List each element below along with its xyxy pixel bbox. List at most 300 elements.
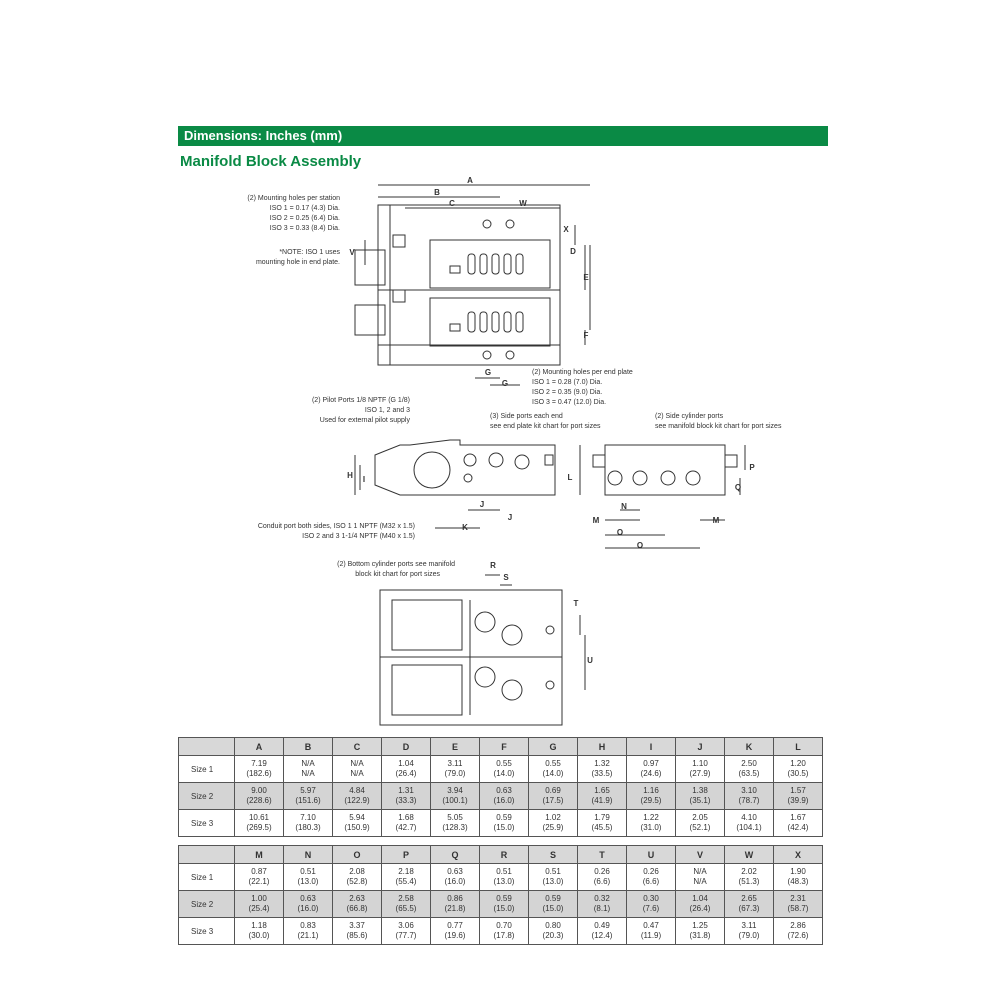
table-cell (382, 918, 431, 945)
table-cell (235, 918, 284, 945)
column-header: J (676, 738, 725, 756)
dim-h: H (347, 471, 353, 480)
table-cell (431, 783, 480, 810)
value-mm: (104.1) (736, 823, 762, 832)
value-inches: 1.65 (594, 786, 610, 795)
value-inches: 2.50 (741, 759, 757, 768)
note-mounting-station-2: ISO 1 = 0.17 (4.3) Dia. (269, 205, 340, 212)
value-inches: 1.18 (251, 921, 267, 930)
table-cell (431, 810, 480, 837)
value-mm: (13.0) (493, 877, 515, 886)
dim-u: U (587, 656, 593, 665)
value-mm: (180.3) (295, 823, 321, 832)
dim-x: X (563, 225, 569, 234)
value-inches: 0.32 (594, 894, 610, 903)
value-inches: 0.70 (496, 921, 512, 930)
value-inches: 2.31 (790, 894, 806, 903)
table-cell (578, 783, 627, 810)
column-header: X (774, 846, 823, 864)
value-mm: (25.4) (248, 904, 270, 913)
value-inches: 0.26 (643, 867, 659, 876)
table-row (179, 864, 823, 891)
note-pilot-2: ISO 1, 2 and 3 (364, 407, 410, 414)
row-label: Size 2 (179, 891, 235, 918)
dim-w: W (519, 199, 527, 208)
value-mm: (41.9) (591, 796, 613, 805)
table-cell (284, 918, 333, 945)
dim-s: S (503, 573, 509, 582)
table-row (179, 891, 823, 918)
note-mounting-end-1: (2) Mounting holes per end plate (532, 369, 633, 376)
value-inches: 1.10 (692, 759, 708, 768)
column-header: R (480, 846, 529, 864)
side-view-drawing (355, 440, 580, 528)
note-mounting-end-2: ISO 1 = 0.28 (7.0) Dia. (532, 379, 603, 386)
dim-v: V (349, 248, 355, 257)
table-cell (578, 756, 627, 783)
value-mm: (128.3) (442, 823, 468, 832)
column-header: U (627, 846, 676, 864)
dim-t: T (573, 599, 579, 608)
table-cell (725, 810, 774, 837)
value-inches: 1.67 (790, 813, 806, 822)
value-inches: 0.49 (594, 921, 610, 930)
dim-j-1: J (479, 500, 485, 509)
note-mounting-end-4: ISO 3 = 0.47 (12.0) Dia. (532, 399, 607, 406)
value-mm: (63.5) (738, 769, 760, 778)
value-inches: 1.68 (398, 813, 414, 822)
table-cell (431, 756, 480, 783)
value-mm: (77.7) (395, 931, 417, 940)
table-cell (676, 783, 725, 810)
value-mm: (151.6) (295, 796, 321, 805)
value-inches: 1.20 (790, 759, 806, 768)
note-conduit-2: ISO 2 and 3 1-1/4 NPTF (M40 x 1.5) (302, 533, 415, 540)
dim-q: Q (734, 483, 742, 492)
table-cell (382, 891, 431, 918)
table-cell (774, 810, 823, 837)
value-inches: 1.90 (790, 867, 806, 876)
value-inches: 3.11 (447, 759, 463, 768)
table-cell (333, 810, 382, 837)
value-inches: N/A (693, 867, 707, 876)
note-mounting-station-1: (2) Mounting holes per station (247, 195, 340, 202)
table-cell (578, 918, 627, 945)
value-inches: 4.10 (741, 813, 757, 822)
dim-b: B (434, 188, 440, 197)
dim-c: C (449, 199, 455, 208)
dim-j-2: J (507, 513, 513, 522)
end-view-drawing (593, 445, 745, 548)
note-bottom-2: block kit chart for port sizes (355, 571, 440, 578)
value-inches: 0.69 (545, 786, 561, 795)
table-cell (676, 756, 725, 783)
table-cell (333, 918, 382, 945)
table-cell (431, 891, 480, 918)
note-side-cyl-1: (2) Side cylinder ports (655, 413, 724, 420)
table-cell (529, 864, 578, 891)
value-inches: 0.59 (496, 894, 512, 903)
table-cell (774, 918, 823, 945)
value-mm: (79.0) (444, 769, 466, 778)
dim-g-2: G (501, 379, 509, 388)
table-cell (774, 891, 823, 918)
value-inches: 0.30 (643, 894, 659, 903)
note-mounting-station-3: ISO 2 = 0.25 (6.4) Dia. (269, 215, 340, 222)
value-mm: (72.6) (787, 931, 809, 940)
value-mm: (65.5) (395, 904, 417, 913)
column-header: M (235, 846, 284, 864)
value-mm: (78.7) (738, 796, 760, 805)
value-inches: 2.86 (790, 921, 806, 930)
value-mm: (39.9) (787, 796, 809, 805)
table-cell (578, 891, 627, 918)
value-inches: 5.97 (300, 786, 316, 795)
value-inches: 0.55 (496, 759, 512, 768)
table-row (179, 918, 823, 945)
value-inches: 2.58 (398, 894, 414, 903)
dim-e: E (583, 273, 589, 282)
value-inches: 0.59 (496, 813, 512, 822)
dim-k: K (462, 523, 468, 532)
note-conduit-1: Conduit port both sides, ISO 1 1 NPTF (M32 x 1.5) (257, 523, 415, 530)
column-header: A (235, 738, 284, 756)
value-mm: (25.9) (542, 823, 564, 832)
table-cell (529, 783, 578, 810)
column-header: L (774, 738, 823, 756)
value-inches: 9.00 (251, 786, 267, 795)
table-cell (431, 864, 480, 891)
table-cell (774, 783, 823, 810)
value-inches: N/A (350, 759, 364, 768)
value-inches: 0.51 (496, 867, 512, 876)
value-mm: (55.4) (395, 877, 417, 886)
value-mm: (67.3) (738, 904, 760, 913)
table-cell (235, 756, 284, 783)
column-header: W (725, 846, 774, 864)
table-cell (284, 891, 333, 918)
value-inches: 2.05 (692, 813, 708, 822)
table-cell (627, 756, 676, 783)
value-mm: (13.0) (542, 877, 564, 886)
value-mm: (52.1) (689, 823, 711, 832)
value-inches: 1.31 (398, 786, 414, 795)
row-label: Size 1 (179, 756, 235, 783)
value-mm: (14.0) (542, 769, 564, 778)
note-mounting-end-3: ISO 2 = 0.35 (9.0) Dia. (532, 389, 603, 396)
dim-r: R (490, 561, 496, 570)
table-cell (578, 864, 627, 891)
value-inches: 3.11 (741, 921, 757, 930)
value-inches: 0.47 (643, 921, 659, 930)
dim-n: N (621, 502, 627, 511)
note-mounting-station-4: ISO 3 = 0.33 (8.4) Dia. (269, 225, 340, 232)
note-iso1-1: *NOTE: ISO 1 uses (279, 249, 340, 256)
column-header: D (382, 738, 431, 756)
value-inches: 10.61 (248, 813, 270, 822)
table-cell (529, 891, 578, 918)
value-mm: (42.7) (395, 823, 417, 832)
column-header: I (627, 738, 676, 756)
dim-o-1: O (616, 528, 624, 537)
value-inches: 0.63 (447, 867, 463, 876)
value-mm: (33.5) (591, 769, 613, 778)
table-cell (382, 783, 431, 810)
value-mm: (15.0) (493, 904, 515, 913)
column-header: G (529, 738, 578, 756)
dim-l: L (567, 473, 573, 482)
value-mm: N/A (350, 769, 364, 778)
table-cell (382, 756, 431, 783)
value-inches: 5.05 (447, 813, 463, 822)
table-cell (235, 864, 284, 891)
table-cell (529, 810, 578, 837)
value-mm: (13.0) (297, 877, 319, 886)
table-cell (627, 810, 676, 837)
table-corner (179, 846, 235, 864)
table-cell (235, 783, 284, 810)
note-bottom-1: (2) Bottom cylinder ports see manifold (337, 561, 455, 568)
page-subtitle: Manifold Block Assembly (180, 153, 362, 170)
table-cell (578, 810, 627, 837)
value-inches: 0.26 (594, 867, 610, 876)
value-mm: (66.8) (346, 904, 368, 913)
dim-i: I (362, 475, 366, 484)
table-cell (725, 783, 774, 810)
value-inches: 4.84 (349, 786, 365, 795)
value-inches: 0.63 (300, 894, 316, 903)
dim-a: A (467, 176, 473, 185)
value-inches: 5.94 (349, 813, 365, 822)
value-inches: 0.86 (447, 894, 463, 903)
value-mm: (27.9) (689, 769, 711, 778)
table-cell (676, 891, 725, 918)
dim-g-1: G (484, 368, 492, 377)
table-cell (431, 918, 480, 945)
value-mm: (6.6) (642, 877, 660, 886)
value-mm: (11.9) (640, 931, 662, 940)
value-mm: (29.5) (640, 796, 662, 805)
value-inches: 3.94 (447, 786, 463, 795)
value-inches: 1.16 (643, 786, 659, 795)
value-mm: (16.0) (493, 796, 515, 805)
value-mm: (269.5) (246, 823, 272, 832)
value-mm: (19.6) (444, 931, 466, 940)
bottom-view-drawing (380, 575, 585, 725)
table-cell (284, 810, 333, 837)
row-label: Size 2 (179, 783, 235, 810)
callout-notes-right (490, 369, 782, 430)
value-inches: 2.63 (349, 894, 365, 903)
value-inches: 0.77 (447, 921, 463, 930)
column-header: Q (431, 846, 480, 864)
value-mm: (16.0) (444, 877, 466, 886)
dim-o-2: O (636, 541, 644, 550)
column-header: H (578, 738, 627, 756)
column-header: N (284, 846, 333, 864)
column-header: T (578, 846, 627, 864)
value-inches: 3.06 (398, 921, 414, 930)
value-mm: (85.6) (346, 931, 368, 940)
value-mm: (15.0) (542, 904, 564, 913)
value-mm: (14.0) (493, 769, 515, 778)
table-corner (179, 738, 235, 756)
note-side-ports-1: (3) Side ports each end (490, 413, 563, 420)
column-header: C (333, 738, 382, 756)
table-row (179, 756, 823, 783)
table-row (179, 810, 823, 837)
column-header: P (382, 846, 431, 864)
note-pilot-1: (2) Pilot Ports 1/8 NPTF (G 1/8) (311, 397, 410, 404)
value-inches: 7.19 (251, 759, 267, 768)
table-cell (774, 756, 823, 783)
value-inches: 1.02 (545, 813, 561, 822)
table-cell (480, 756, 529, 783)
value-mm: (48.3) (787, 877, 809, 886)
dimensions-table-a-l (178, 737, 823, 837)
table-cell (480, 783, 529, 810)
column-header: S (529, 846, 578, 864)
value-inches: 2.02 (741, 867, 757, 876)
table-cell (725, 864, 774, 891)
value-inches: 1.57 (790, 786, 806, 795)
table-cell (382, 864, 431, 891)
dim-p: P (749, 463, 755, 472)
top-view-drawing (355, 185, 590, 385)
column-header: E (431, 738, 480, 756)
dim-d: D (570, 247, 576, 256)
value-mm: (26.4) (689, 904, 711, 913)
value-inches: 1.79 (594, 813, 610, 822)
note-side-cyl-2: see manifold block kit chart for port sizes (655, 423, 782, 430)
column-header: O (333, 846, 382, 864)
value-mm: N/A (693, 877, 707, 886)
value-mm: (20.3) (542, 931, 564, 940)
row-label: Size 1 (179, 864, 235, 891)
value-inches: 7.10 (300, 813, 316, 822)
value-mm: (58.7) (787, 904, 809, 913)
value-inches: 0.63 (496, 786, 512, 795)
value-mm: (122.9) (344, 796, 370, 805)
value-mm: (26.4) (395, 769, 417, 778)
note-iso1-2: mounting hole in end plate. (255, 259, 340, 266)
table-cell (676, 810, 725, 837)
value-mm: (21.8) (444, 904, 466, 913)
value-inches: 2.08 (349, 867, 365, 876)
value-mm: (79.0) (738, 931, 760, 940)
table-cell (284, 783, 333, 810)
value-inches: 0.51 (300, 867, 316, 876)
value-mm: (182.6) (246, 769, 272, 778)
section-header: Dimensions: Inches (mm) (178, 126, 828, 146)
table-cell (480, 891, 529, 918)
table-cell (480, 864, 529, 891)
table-cell (333, 891, 382, 918)
table-cell (333, 783, 382, 810)
value-mm: (30.5) (787, 769, 809, 778)
table-cell (235, 891, 284, 918)
table-cell (382, 810, 431, 837)
value-mm: (42.4) (787, 823, 809, 832)
value-mm: (21.1) (297, 931, 319, 940)
table-cell (480, 918, 529, 945)
table-cell (725, 756, 774, 783)
value-mm: (30.0) (248, 931, 270, 940)
table-cell (333, 756, 382, 783)
table-cell (676, 864, 725, 891)
value-mm: (24.6) (640, 769, 662, 778)
value-mm: N/A (301, 769, 315, 778)
dim-m-1: M (592, 516, 600, 525)
dimensions-table-m-x (178, 845, 823, 945)
table-cell (676, 918, 725, 945)
table-cell (333, 864, 382, 891)
value-mm: (22.1) (248, 877, 270, 886)
note-side-ports-2: see end plate kit chart for port sizes (490, 423, 601, 430)
table-cell (627, 891, 676, 918)
value-mm: (31.8) (689, 931, 711, 940)
table-cell (627, 864, 676, 891)
value-mm: (6.6) (593, 877, 611, 886)
table-cell (529, 756, 578, 783)
value-mm: (12.4) (591, 931, 613, 940)
value-inches: 0.80 (545, 921, 561, 930)
column-header: K (725, 738, 774, 756)
row-label: Size 3 (179, 810, 235, 837)
table-cell (529, 918, 578, 945)
value-inches: 2.18 (398, 867, 414, 876)
table-cell (627, 918, 676, 945)
value-inches: 3.10 (741, 786, 757, 795)
value-inches: 0.51 (545, 867, 561, 876)
value-mm: (228.6) (246, 796, 272, 805)
value-inches: 0.83 (300, 921, 316, 930)
value-inches: 2.65 (741, 894, 757, 903)
value-inches: 1.04 (398, 759, 414, 768)
row-label: Size 3 (179, 918, 235, 945)
value-mm: (17.5) (542, 796, 564, 805)
dim-m-2: M (712, 516, 720, 525)
value-mm: (100.1) (442, 796, 468, 805)
table-cell (235, 810, 284, 837)
value-inches: 1.00 (251, 894, 267, 903)
value-mm: (33.3) (395, 796, 417, 805)
value-inches: 0.59 (545, 894, 561, 903)
table-cell (774, 864, 823, 891)
value-mm: (7.6) (642, 904, 660, 913)
table-cell (725, 891, 774, 918)
table-cell (284, 756, 333, 783)
value-mm: (52.8) (346, 877, 368, 886)
value-inches: 3.37 (349, 921, 365, 930)
value-inches: 1.04 (692, 894, 708, 903)
value-inches: 1.22 (643, 813, 659, 822)
value-mm: (31.0) (640, 823, 662, 832)
value-mm: (17.8) (493, 931, 515, 940)
value-inches: N/A (301, 759, 315, 768)
value-inches: 1.38 (692, 786, 708, 795)
note-pilot-3: Used for external pilot supply (319, 417, 410, 424)
value-inches: 1.25 (692, 921, 708, 930)
value-mm: (51.3) (738, 877, 760, 886)
table-cell (284, 864, 333, 891)
value-inches: 0.55 (545, 759, 561, 768)
value-inches: 1.32 (594, 759, 610, 768)
table-cell (627, 783, 676, 810)
value-mm: (45.5) (591, 823, 613, 832)
column-header: F (480, 738, 529, 756)
value-mm: (16.0) (297, 904, 319, 913)
